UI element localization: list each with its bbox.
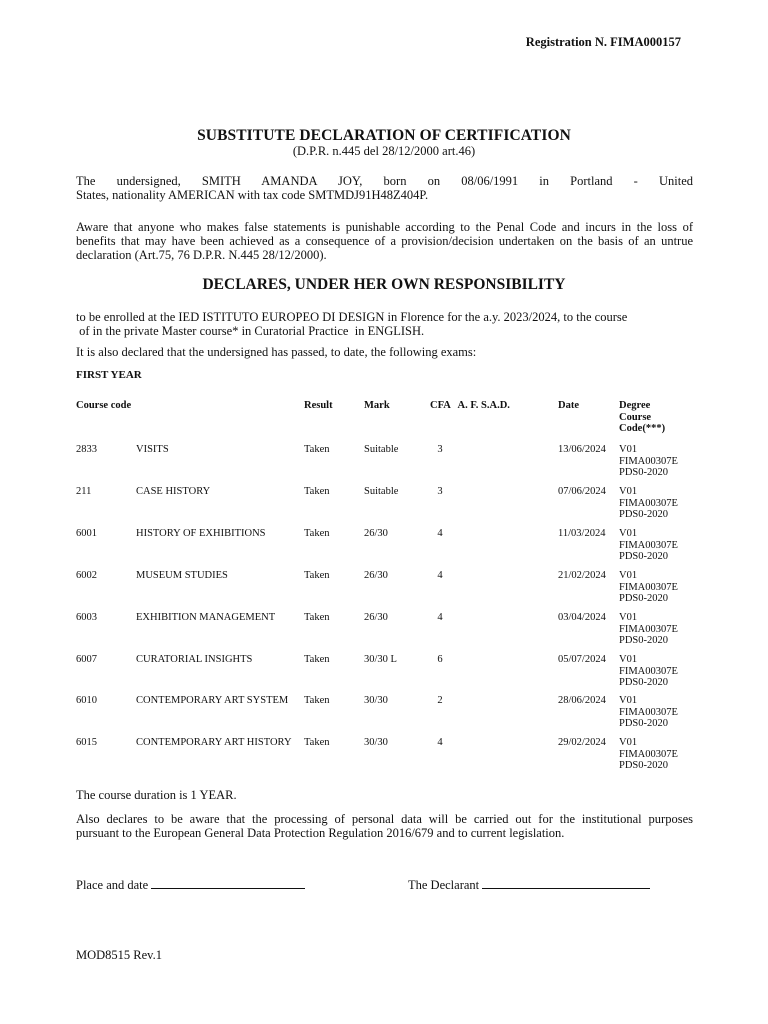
exam-date: 28/06/2024 — [558, 695, 606, 706]
exam-date: 07/06/2024 — [558, 486, 606, 497]
exam-degree-line: PDS0-2020 — [619, 467, 669, 478]
exam-degree-code — [619, 444, 678, 479]
exam-mark: 26/30 — [364, 612, 388, 623]
declarant-label: The Declarant — [408, 878, 480, 892]
header-date: Date — [558, 400, 579, 411]
exam-mark: 30/30 — [364, 695, 388, 706]
undersigned-line: The undersigned, SMITH AMANDA JOY, born on 08/06/1991 in Portland - United — [76, 174, 693, 188]
exam-degree-line: FIMA00307E — [619, 748, 678, 760]
exam-name: MUSEUM STUDIES — [136, 570, 228, 581]
exam-name: VISITS — [136, 444, 169, 455]
exam-degree-line: V01 — [619, 654, 638, 665]
exam-code: 6015 — [76, 737, 97, 748]
privacy-line: Also declares to be aware that the processing of personal data will be carried out for the institutional purposes — [76, 812, 693, 826]
header-degree-line: Degree — [619, 400, 651, 411]
header-cfa: CFA A. F. S.A.D. — [430, 400, 510, 411]
exam-name: CONTEMPORARY ART HISTORY — [136, 737, 292, 748]
exam-name: CASE HISTORY — [136, 486, 211, 497]
exam-degree-line: PDS0-2020 — [619, 760, 669, 771]
place-date-field — [76, 877, 305, 893]
exam-degree-line: V01 — [619, 486, 638, 497]
exam-code: 211 — [76, 486, 92, 497]
registration-number: Registration N. FIMA000157 — [525, 35, 681, 49]
exam-result: Taken — [304, 528, 330, 539]
header-course-code: Course code — [76, 400, 132, 411]
exam-result: Taken — [304, 695, 330, 706]
exam-degree-line: FIMA00307E — [619, 665, 678, 677]
place-date-label: Place and date — [76, 878, 149, 892]
exam-result: Taken — [304, 612, 330, 623]
form-code: MOD8515 Rev.1 — [76, 948, 162, 962]
header-degree-line: Code(***) — [619, 423, 666, 434]
exam-degree-line: FIMA00307E — [619, 623, 678, 635]
exam-degree-line: PDS0-2020 — [619, 635, 669, 646]
exam-date: 03/04/2024 — [558, 612, 606, 623]
exam-result: Taken — [304, 737, 330, 748]
course-duration: The course duration is 1 YEAR. — [76, 788, 237, 802]
exam-date: 29/02/2024 — [558, 737, 606, 748]
exam-result: Taken — [304, 444, 330, 455]
header-result: Result — [304, 400, 333, 411]
declares-heading: DECLARES, UNDER HER OWN RESPONSIBILITY — [202, 276, 566, 293]
exam-mark: Suitable — [364, 444, 399, 455]
exam-code: 6007 — [76, 654, 97, 665]
exam-degree-line: V01 — [619, 570, 638, 581]
exam-degree-line: V01 — [619, 444, 638, 455]
aware-line: benefits that may have been achieved as a consequence of a provision/decision undertaken on the basis of an untrue — [76, 233, 693, 248]
exam-degree-code — [619, 528, 678, 563]
exam-cfa: 3 — [437, 444, 443, 455]
exam-code: 6010 — [76, 695, 97, 706]
exam-degree-line: FIMA00307E — [619, 581, 678, 593]
exam-cfa: 4 — [437, 737, 443, 748]
header-degree-code — [619, 400, 665, 435]
exam-name: EXHIBITION MANAGEMENT — [136, 612, 276, 623]
exam-degree-line: FIMA00307E — [619, 497, 678, 509]
exam-degree-code — [619, 695, 678, 730]
exam-cfa: 3 — [437, 486, 443, 497]
exam-mark: 26/30 — [364, 570, 388, 581]
exam-result: Taken — [304, 486, 330, 497]
exam-cfa: 4 — [437, 612, 443, 623]
document-subtitle: (D.P.R. n.445 del 28/12/2000 art.46) — [292, 144, 476, 158]
exam-cfa: 2 — [437, 695, 443, 706]
declarant-blank — [482, 877, 650, 889]
document-title: SUBSTITUTE DECLARATION OF CERTIFICATION — [197, 127, 571, 144]
place-date-blank — [151, 877, 305, 889]
exam-degree-code — [619, 570, 678, 605]
exam-cfa: 6 — [437, 654, 443, 665]
header-degree-line: Course — [619, 411, 652, 423]
enrolled-paragraph — [76, 311, 627, 339]
exam-date: 21/02/2024 — [558, 570, 606, 581]
exam-mark: Suitable — [364, 486, 399, 497]
exams-intro: It is also declared that the undersigned has passed, to date, the following exams: — [76, 345, 477, 359]
exam-degree-line: PDS0-2020 — [619, 551, 669, 562]
exam-cfa: 4 — [437, 570, 443, 581]
exam-mark: 30/30 — [364, 737, 388, 748]
exam-date: 11/03/2024 — [558, 528, 606, 539]
exam-degree-line: V01 — [619, 528, 638, 539]
exam-date: 05/07/2024 — [558, 654, 606, 665]
exam-degree-line: PDS0-2020 — [619, 677, 669, 688]
privacy-line: pursuant to the European General Data Protection Regulation 2016/679 and to current legislation. — [76, 825, 565, 840]
exam-degree-line: PDS0-2020 — [619, 509, 669, 520]
aware-line: Aware that anyone who makes false statements is punishable according to the Penal Code and incurs in the loss of — [76, 220, 693, 234]
exam-degree-line: PDS0-2020 — [619, 718, 669, 729]
exam-mark: 30/30 L — [364, 654, 397, 665]
declarant-field — [408, 877, 650, 893]
enrolled-line: to be enrolled at the IED ISTITUTO EUROPEO DI DESIGN in Florence for the a.y. 2023/2024, to the course — [76, 310, 628, 324]
exam-cfa: 4 — [437, 528, 443, 539]
privacy-paragraph — [76, 813, 693, 841]
aware-line: declaration (Art.75, 76 D.P.R. N.445 28/12/2000). — [76, 247, 327, 262]
exam-result: Taken — [304, 570, 330, 581]
exam-code: 6003 — [76, 612, 97, 623]
undersigned-line: States, nationality AMERICAN with tax code SMTMDJ91H48Z404P. — [76, 187, 429, 202]
exam-degree-code — [619, 486, 678, 521]
exam-degree-line: FIMA00307E — [619, 539, 678, 551]
exam-date: 13/06/2024 — [558, 444, 606, 455]
exam-name: HISTORY OF EXHIBITIONS — [136, 528, 266, 539]
exam-degree-code — [619, 737, 678, 772]
enrolled-line: of in the private Master course* in Curatorial Practice in ENGLISH. — [76, 323, 425, 338]
exam-code: 6002 — [76, 570, 97, 581]
exam-name: CURATORIAL INSIGHTS — [136, 654, 253, 665]
exam-degree-line: FIMA00307E — [619, 455, 678, 467]
exam-code: 2833 — [76, 444, 97, 455]
aware-paragraph — [76, 221, 693, 262]
exam-result: Taken — [304, 654, 330, 665]
undersigned-paragraph — [76, 175, 693, 203]
header-mark: Mark — [364, 400, 390, 411]
year-label: FIRST YEAR — [76, 369, 142, 381]
exam-degree-code — [619, 612, 678, 647]
exam-degree-line: FIMA00307E — [619, 706, 678, 718]
exam-degree-line: V01 — [619, 737, 638, 748]
exam-degree-code — [619, 654, 678, 689]
exam-degree-line: V01 — [619, 695, 638, 706]
exam-code: 6001 — [76, 528, 97, 539]
exam-name: CONTEMPORARY ART SYSTEM — [136, 695, 289, 706]
exam-mark: 26/30 — [364, 528, 388, 539]
exam-degree-line: PDS0-2020 — [619, 593, 669, 604]
exam-degree-line: V01 — [619, 612, 638, 623]
